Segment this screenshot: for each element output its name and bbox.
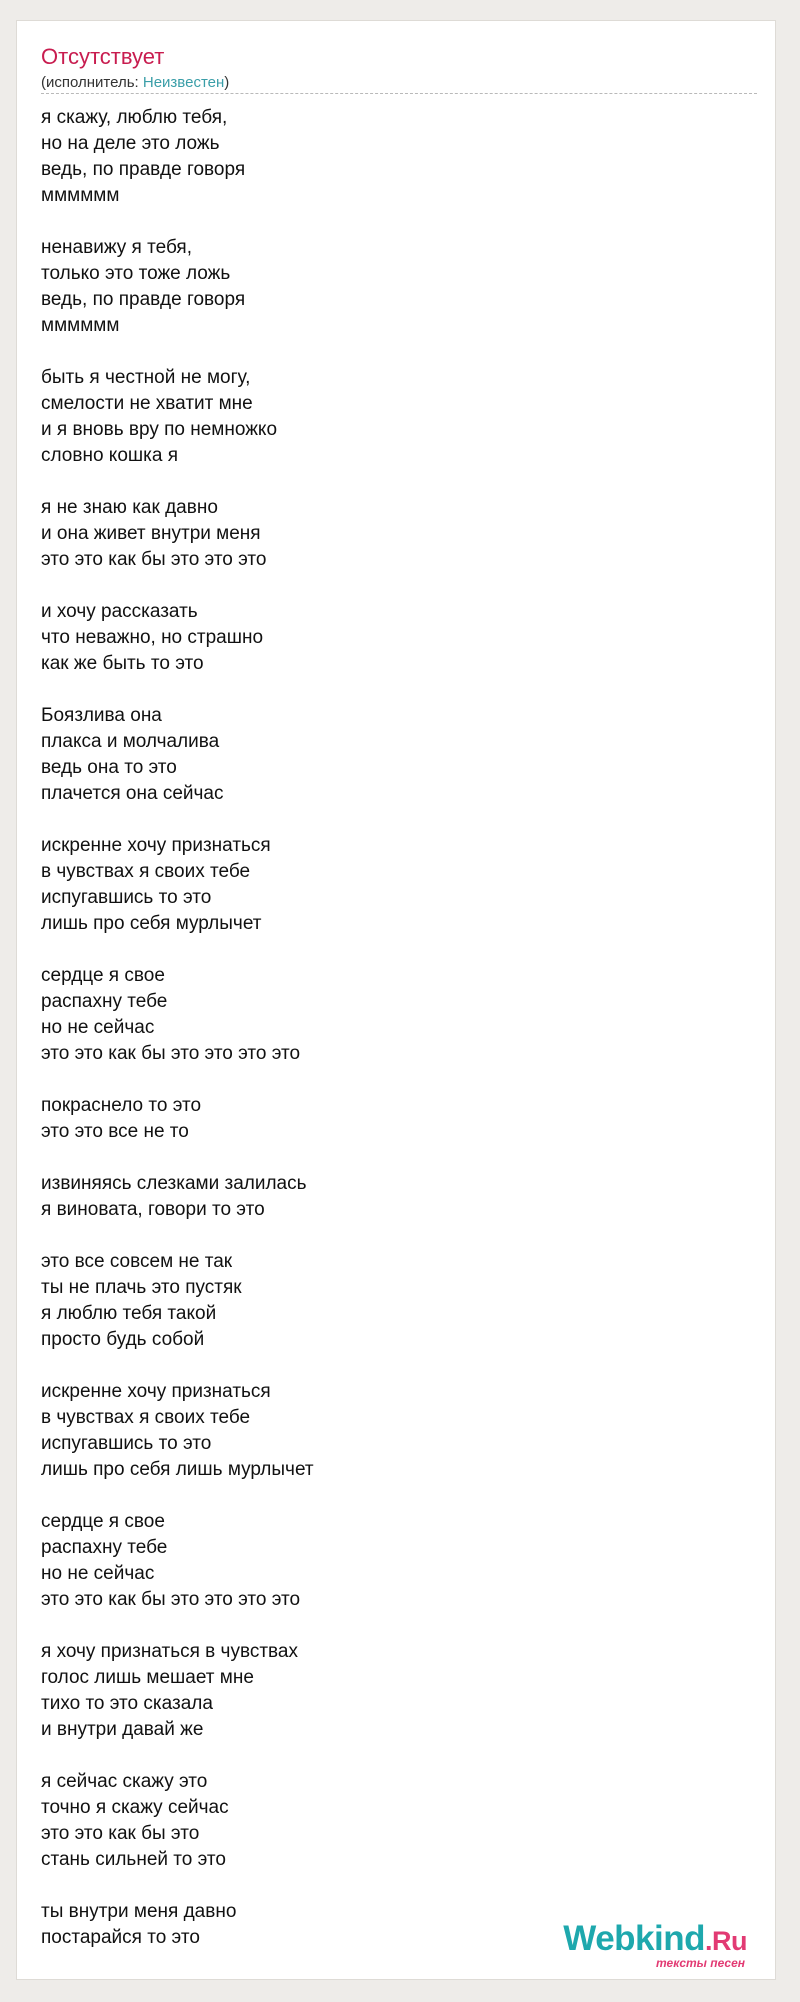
lyrics-line: Боязлива она xyxy=(41,705,162,726)
lyrics-line: испугавшись то это xyxy=(41,1433,212,1454)
lyrics-line: но на деле это ложь xyxy=(41,133,220,154)
lyrics-line: покраснело то это xyxy=(41,1095,202,1116)
lyrics-stanza xyxy=(41,1249,741,1353)
lyrics-line: плакса и молчалива xyxy=(41,731,220,752)
lyrics-line: лишь про себя лишь мурлычет xyxy=(41,1459,314,1480)
lyrics-card xyxy=(16,20,776,1980)
lyrics-stanza xyxy=(41,1509,741,1613)
lyrics-stanza xyxy=(41,833,741,937)
lyrics-line: распахну тебе xyxy=(41,1537,168,1558)
lyrics-line: голос лишь мешает мне xyxy=(41,1667,254,1688)
lyrics-line: постарайся то это xyxy=(41,1927,200,1948)
site-logo[interactable] xyxy=(547,1919,747,1971)
lyrics-line: я скажу, люблю тебя, xyxy=(41,107,228,128)
lyrics-line: сердце я свое xyxy=(41,965,165,986)
lyrics-line: я люблю тебя такой xyxy=(41,1303,217,1324)
lyrics-line: это это как бы это это это xyxy=(41,549,267,570)
lyrics-line: как же быть то это xyxy=(41,653,204,674)
lyrics-line: я сейчас скажу это xyxy=(41,1771,208,1792)
lyrics-line: мммммм xyxy=(41,315,120,336)
logo-wordmark xyxy=(563,1919,747,1961)
lyrics-stanza xyxy=(41,703,741,807)
lyrics-stanza xyxy=(41,599,741,677)
artist-prefix: (исполнитель: xyxy=(41,74,143,91)
lyrics-stanza xyxy=(41,963,741,1067)
lyrics-stanza xyxy=(41,1769,741,1873)
lyrics-stanza xyxy=(41,365,741,469)
lyrics-line: что неважно, но страшно xyxy=(41,627,264,648)
lyrics-stanza xyxy=(41,1093,741,1145)
lyrics-line: это это как бы это это это это xyxy=(41,1043,301,1064)
lyrics-stanza xyxy=(41,1639,741,1743)
lyrics-line: тихо то это сказала xyxy=(41,1693,213,1714)
lyrics-line: стань сильней то это xyxy=(41,1849,226,1870)
logo-tagline: тексты песен xyxy=(656,1956,745,1970)
artist-suffix: ) xyxy=(224,74,230,91)
lyrics-line: ненавижу я тебя, xyxy=(41,237,192,258)
lyrics-line: и внутри давай же xyxy=(41,1719,204,1740)
lyrics-line: извиняясь слезками залилась xyxy=(41,1173,307,1194)
lyrics-line: ведь, по правде говоря xyxy=(41,159,246,180)
lyrics-stanza xyxy=(41,495,741,573)
lyrics-stanza xyxy=(41,105,741,209)
artist-line xyxy=(41,73,229,93)
lyrics-line: ты не плачь это пустяк xyxy=(41,1277,242,1298)
lyrics-line: я хочу признаться в чувствах xyxy=(41,1641,298,1662)
lyrics-line: но не сейчас xyxy=(41,1563,155,1584)
lyrics-stanza xyxy=(41,235,741,339)
lyrics-line: смелости не хватит мне xyxy=(41,393,253,414)
artist-link[interactable]: Неизвестен xyxy=(142,74,225,91)
lyrics-line: плачется она сейчас xyxy=(41,783,224,804)
title-divider xyxy=(41,93,757,94)
song-title: Отсутствует xyxy=(41,44,165,69)
lyrics-line: ведь она то это xyxy=(41,757,177,778)
lyrics-body xyxy=(41,105,741,1977)
lyrics-line: но не сейчас xyxy=(41,1017,155,1038)
logo-tld: .Ru xyxy=(705,1926,747,1956)
lyrics-line: мммммм xyxy=(41,185,120,206)
lyrics-line: в чувствах я своих тебе xyxy=(41,861,251,882)
lyrics-line: быть я честной не могу, xyxy=(41,367,251,388)
lyrics-line: сердце я свое xyxy=(41,1511,165,1532)
lyrics-line: и хочу рассказать xyxy=(41,601,198,622)
lyrics-line: лишь про себя мурлычет xyxy=(41,913,262,934)
lyrics-line: распахну тебе xyxy=(41,991,168,1012)
lyrics-stanza xyxy=(41,1379,741,1483)
lyrics-line: это это все не то xyxy=(41,1121,189,1142)
lyrics-line: и она живет внутри меня xyxy=(41,523,261,544)
lyrics-line: в чувствах я своих тебе xyxy=(41,1407,251,1428)
lyrics-line: только это тоже ложь xyxy=(41,263,231,284)
lyrics-line: искренне хочу признаться xyxy=(41,1381,271,1402)
lyrics-line: испугавшись то это xyxy=(41,887,212,908)
lyrics-line: словно кошка я xyxy=(41,445,178,466)
lyrics-line: это это как бы это это это это xyxy=(41,1589,301,1610)
lyrics-line: это это как бы это xyxy=(41,1823,200,1844)
lyrics-line: искренне хочу признаться xyxy=(41,835,271,856)
lyrics-line: точно я скажу сейчас xyxy=(41,1797,229,1818)
lyrics-line: я не знаю как давно xyxy=(41,497,218,518)
lyrics-line: и я вновь вру по немножко xyxy=(41,419,278,440)
logo-brand: Webkind xyxy=(563,1919,705,1958)
lyrics-line: просто будь собой xyxy=(41,1329,205,1350)
lyrics-line: ты внутри меня давно xyxy=(41,1901,237,1922)
lyrics-stanza xyxy=(41,1171,741,1223)
lyrics-line: я виновата, говори то это xyxy=(41,1199,265,1220)
lyrics-line: это все совсем не так xyxy=(41,1251,233,1272)
lyrics-line: ведь, по правде говоря xyxy=(41,289,246,310)
